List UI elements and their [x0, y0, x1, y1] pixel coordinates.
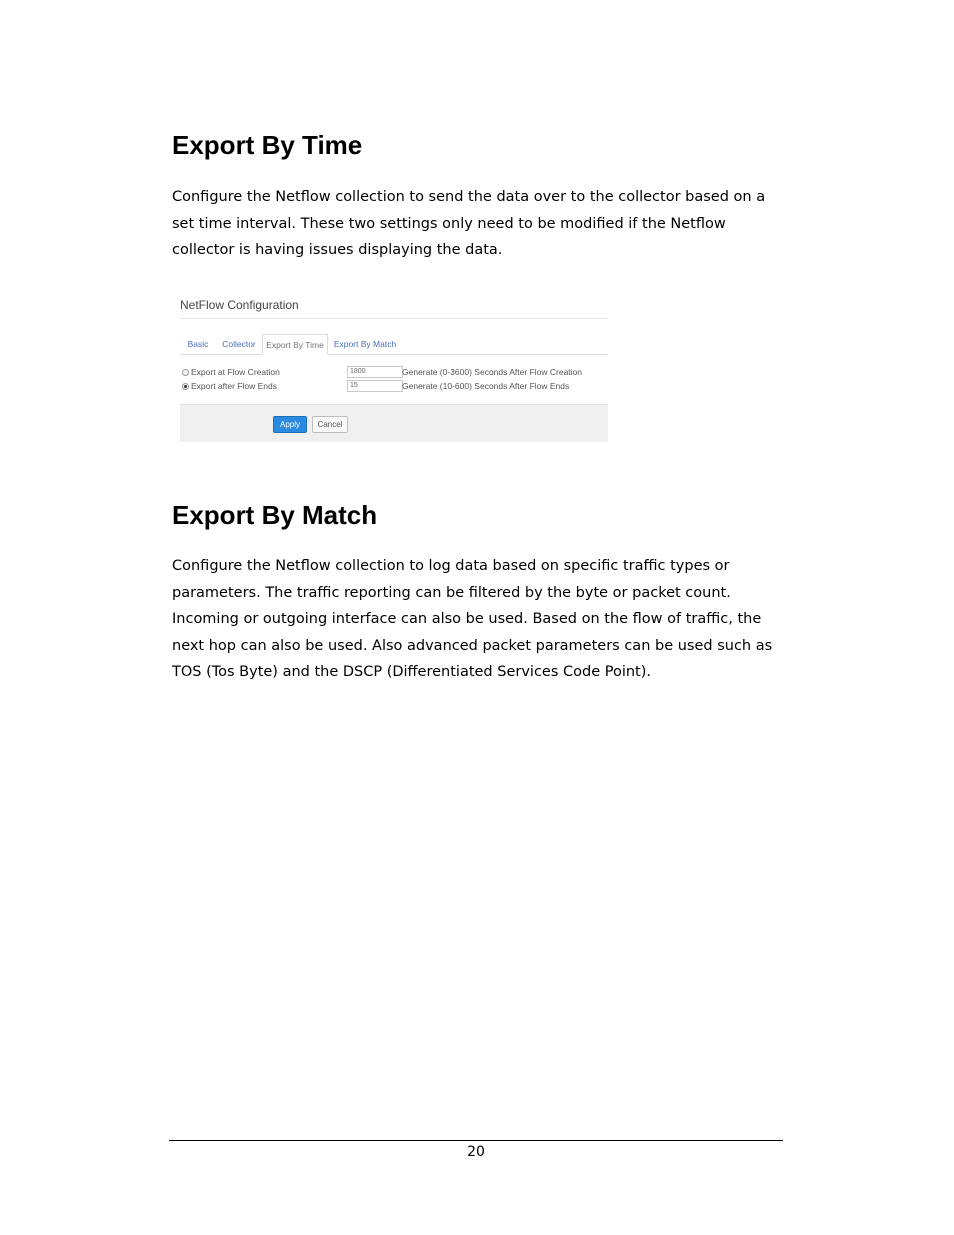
netflow-config-title: NetFlow Configuration — [180, 298, 299, 312]
tab-export-by-time[interactable]: Export By Time — [262, 334, 328, 355]
page-number: 20 — [467, 1144, 485, 1160]
option-row-flow-creation — [180, 366, 608, 379]
form-action-bar — [180, 404, 608, 442]
title-divider — [180, 318, 608, 319]
flow-creation-description: Generate (0-3600) Seconds After Flow Creation — [402, 367, 583, 377]
radio-label: Export after Flow Ends — [191, 381, 277, 391]
radio-export-after-flow-ends[interactable] — [182, 383, 189, 390]
cancel-button[interactable]: Cancel — [312, 416, 348, 433]
tab-basic[interactable]: Basic — [187, 339, 209, 349]
flow-creation-seconds-input[interactable]: 1800 — [347, 366, 403, 378]
option-row-flow-ends — [180, 380, 608, 393]
tab-export-by-match[interactable]: Export By Match — [333, 339, 397, 349]
footer-divider — [169, 1140, 783, 1141]
radio-export-at-flow-creation[interactable] — [182, 369, 189, 376]
tab-collector[interactable]: Collector — [222, 339, 256, 349]
netflow-configuration-screenshot — [180, 296, 610, 442]
radio-label: Export at Flow Creation — [191, 367, 280, 377]
section-heading-export-by-match: Export By Match — [172, 500, 378, 530]
section-heading-export-by-time: Export By Time — [172, 130, 363, 160]
tab-bar — [180, 334, 608, 355]
flow-ends-description: Generate (10-600) Seconds After Flow Ends — [402, 381, 570, 391]
section-paragraph-export-by-time: Configure the Netflow collection to send the data over to the collector based on a set time interval. These two settings only need to be modified if the Netflow collector is having issues displaying the data. — [172, 189, 766, 259]
section-paragraph-export-by-match: Configure the Netflow collection to log data based on specific traffic types or parameters. The traffic reporting can be filtered by the byte or packet count. Incoming or outgoing interface can also be used. Based on the flow of traffic, the next hop can also be used. Also advanced packet parameters can be used such as TOS (Tos Byte) and the DSCP (Differentiated Services Code Point). — [172, 558, 773, 681]
apply-button[interactable]: Apply — [273, 416, 307, 433]
flow-ends-seconds-input[interactable]: 15 — [347, 380, 403, 392]
